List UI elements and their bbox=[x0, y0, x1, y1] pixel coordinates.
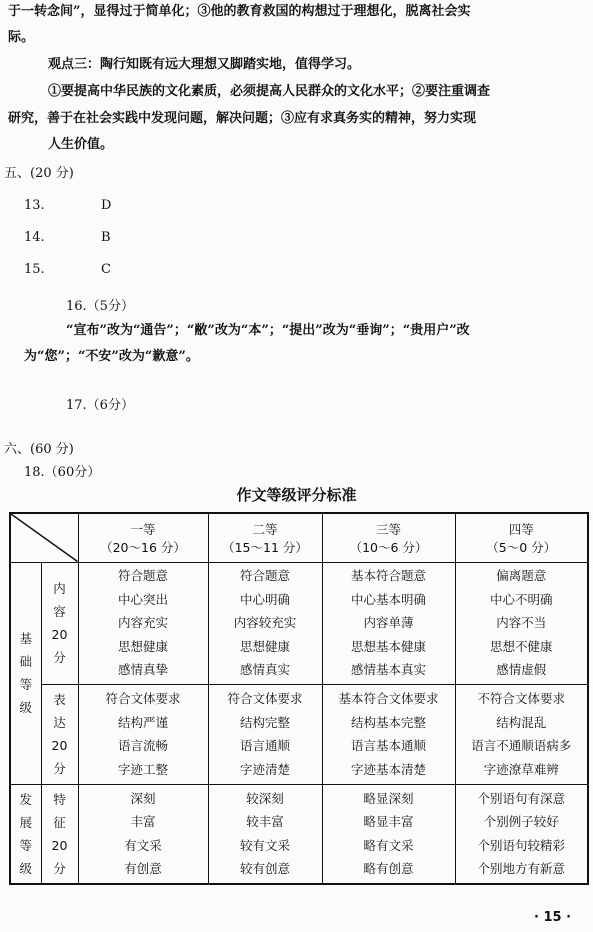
feature-grade-3: 略显深刻 略显丰富 略有文采 略有创意 bbox=[322, 784, 455, 884]
content-grade-1: 符合题意 中心突出 内容充实 思想健康 感情真挚 bbox=[78, 562, 208, 684]
question-15-number: 15. bbox=[24, 262, 45, 277]
answer-16-line-1: “宣布”改为“通告”；“敝”改为“本”；“提出”改为“垂询”；“贵用户”改 bbox=[66, 323, 470, 338]
question-18-heading: 18.（60分） bbox=[24, 465, 101, 480]
text-line-5: 研究，善于在社会实践中发现问题，解决问题；③应有求真务实的精神，努力实现 bbox=[8, 111, 477, 126]
expression-grade-2: 符合文体要求 结构完整 语言通顺 字迹清楚 bbox=[208, 684, 322, 784]
expression-label: 表 达 20 分 bbox=[41, 684, 78, 784]
header-grade-1: 一等 （20～16 分） bbox=[78, 513, 208, 562]
viewpoint-three: 观点三：陶行知既有远大理想又脚踏实地，值得学习。 bbox=[48, 57, 361, 72]
expression-grade-3: 基本符合文体要求 结构基本完整 语言基本通顺 字迹基本清楚 bbox=[322, 684, 455, 784]
content-grade-4: 偏离题意 中心不明确 内容不当 思想不健康 感情虚假 bbox=[455, 562, 588, 684]
question-17-heading: 17.（6分） bbox=[66, 398, 134, 413]
answer-15: C bbox=[101, 262, 111, 277]
section-five-heading: 五、(20 分) bbox=[4, 166, 74, 181]
feature-label: 特 征 20 分 bbox=[41, 784, 78, 884]
text-line-2: 际。 bbox=[8, 30, 35, 45]
answer-13: D bbox=[101, 198, 112, 213]
feature-row bbox=[10, 784, 588, 884]
expression-grade-1: 符合文体要求 结构严谨 语言流畅 字迹工整 bbox=[78, 684, 208, 784]
text-line-4: ①要提高中华民族的文化素质，必须提高人民群众的文化水平；②要注重调查 bbox=[48, 84, 491, 99]
text-line-6: 人生价值。 bbox=[48, 137, 114, 152]
table-header-row bbox=[10, 513, 588, 562]
content-label: 内 容 20 分 bbox=[41, 562, 78, 684]
feature-grade-2: 较深刻 较丰富 较有文采 较有创意 bbox=[208, 784, 322, 884]
development-level-label: 发 展 等 级 bbox=[10, 784, 41, 884]
header-grade-4: 四等 （5～0 分） bbox=[455, 513, 588, 562]
text-line-1: 于一转念间”，显得过于简单化；③他的教育救国的构想过于理想化，脱离社会实 bbox=[8, 4, 471, 19]
table-title: 作文等级评分标准 bbox=[236, 486, 357, 504]
feature-grade-4: 个别语句有深意 个别例子较好 个别语句较精彩 个别地方有新意 bbox=[455, 784, 588, 884]
section-six-heading: 六、(60 分) bbox=[4, 442, 74, 457]
essay-grading-table bbox=[9, 512, 589, 885]
question-13-number: 13. bbox=[24, 198, 45, 213]
expression-grade-4: 不符合文体要求 结构混乱 语言不通顺语病多 字迹潦草难辨 bbox=[455, 684, 588, 784]
header-grade-2: 二等 （15～11 分） bbox=[208, 513, 322, 562]
expression-row bbox=[10, 684, 588, 784]
question-14-number: 14. bbox=[24, 230, 45, 245]
content-grade-3: 基本符合题意 中心基本明确 内容单薄 思想基本健康 感情基本真实 bbox=[322, 562, 455, 684]
diagonal-corner-cell bbox=[10, 513, 78, 562]
basic-level-label: 基 础 等 级 bbox=[10, 562, 41, 784]
question-16-heading: 16.（5分） bbox=[66, 299, 134, 314]
content-grade-2: 符合题意 中心明确 内容较充实 思想健康 感情真实 bbox=[208, 562, 322, 684]
content-row bbox=[10, 562, 588, 684]
answer-16-line-2: 为“您”；“不安”改为“歉意”。 bbox=[24, 349, 199, 364]
answer-14: B bbox=[101, 230, 111, 245]
feature-grade-1: 深刻 丰富 有文采 有创意 bbox=[78, 784, 208, 884]
page-number: · 15 · bbox=[534, 910, 572, 925]
header-grade-3: 三等 （10～6 分） bbox=[322, 513, 455, 562]
